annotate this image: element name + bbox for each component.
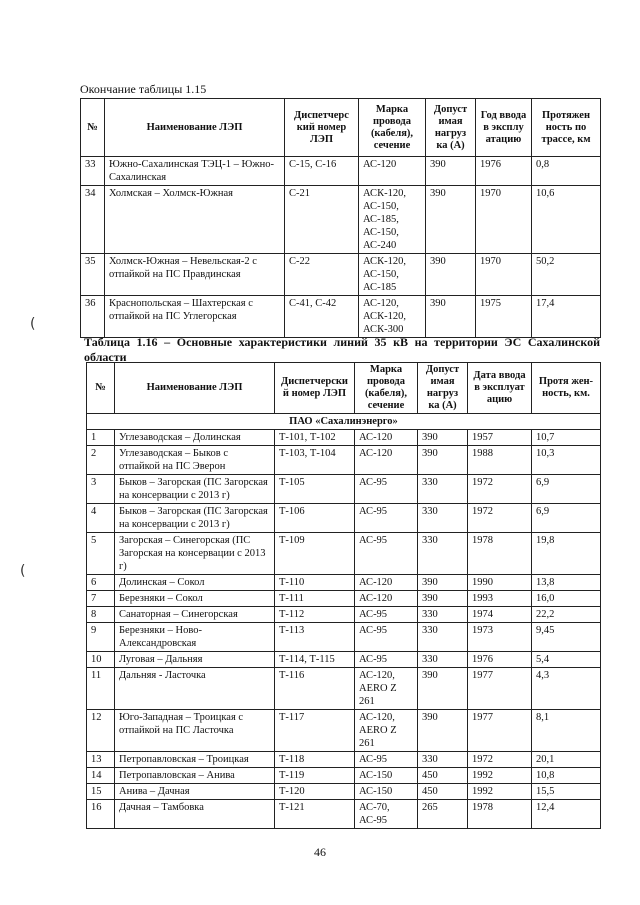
table-cell: 16,0 bbox=[532, 591, 601, 607]
table-cell: Южно-Сахалинская ТЭЦ-1 – Южно-Сахалинская bbox=[105, 157, 285, 186]
table-cell: 5 bbox=[87, 533, 115, 575]
table-cell: 20,1 bbox=[532, 752, 601, 768]
table-cell: 450 bbox=[418, 784, 468, 800]
table-row bbox=[87, 475, 601, 504]
table-cell: 10,8 bbox=[532, 768, 601, 784]
table-cell: Холмская – Холмск-Южная bbox=[105, 186, 285, 254]
table-cell: Т-112 bbox=[275, 607, 355, 623]
table-cell: 1988 bbox=[468, 446, 532, 475]
table-cell: 1957 bbox=[468, 430, 532, 446]
table-cell: 15,5 bbox=[532, 784, 601, 800]
table-cell: 0,8 bbox=[532, 157, 601, 186]
table-cell: Т-117 bbox=[275, 710, 355, 752]
table-cell: АС-120 bbox=[355, 430, 418, 446]
table-caption: Таблица 1.16 – Основные характеристики линий 35 кВ на территории ЭС Сахалинской области bbox=[84, 335, 600, 364]
table-cell: 1970 bbox=[476, 186, 532, 254]
header-cell: Диспетчерс кий номер ЛЭП bbox=[285, 99, 359, 157]
table-cell: Т-113 bbox=[275, 623, 355, 652]
table-row bbox=[87, 652, 601, 668]
table-cell: 390 bbox=[418, 710, 468, 752]
table-cell: Т-120 bbox=[275, 784, 355, 800]
table-cell: Т-109 bbox=[275, 533, 355, 575]
table-cell: 3 bbox=[87, 475, 115, 504]
table-cell: Быков – Загорская (ПС Загорская на консервации с 2013 г) bbox=[115, 475, 275, 504]
table-1-15 bbox=[80, 98, 601, 338]
header-cell: Дата ввода в эксплуат ацию bbox=[468, 363, 532, 414]
table-cell: С-15, С-16 bbox=[285, 157, 359, 186]
table-cell: 1 bbox=[87, 430, 115, 446]
table-cell: 1970 bbox=[476, 254, 532, 296]
header-cell: Протя жен- ность, км. bbox=[532, 363, 601, 414]
header-cell: № bbox=[87, 363, 115, 414]
table-cell: Березняки – Сокол bbox=[115, 591, 275, 607]
table-cell: Дачная – Тамбовка bbox=[115, 800, 275, 829]
table-header-row bbox=[87, 363, 601, 414]
table-cell: 1978 bbox=[468, 800, 532, 829]
table-cell: 13,8 bbox=[532, 575, 601, 591]
table-cell: 16 bbox=[87, 800, 115, 829]
table-cell: Т-111 bbox=[275, 591, 355, 607]
table-cell: Т-103, Т-104 bbox=[275, 446, 355, 475]
table-cell: АС-95 bbox=[355, 752, 418, 768]
table-cell: 390 bbox=[426, 186, 476, 254]
table-cell: 7 bbox=[87, 591, 115, 607]
header-cell: Диспетчерски й номер ЛЭП bbox=[275, 363, 355, 414]
table-cell: 1976 bbox=[476, 157, 532, 186]
table-row bbox=[87, 575, 601, 591]
table-cell: 330 bbox=[418, 623, 468, 652]
table-cell: С-21 bbox=[285, 186, 359, 254]
table-cell: 1993 bbox=[468, 591, 532, 607]
organization-name: ПАО «Сахалинэнерго» bbox=[87, 414, 601, 430]
table-row bbox=[87, 752, 601, 768]
table-cell: С-41, С-42 bbox=[285, 296, 359, 338]
table-cell: АС-120 bbox=[355, 591, 418, 607]
table-cell: 330 bbox=[418, 752, 468, 768]
table-cell: АС-120 bbox=[355, 575, 418, 591]
table-cell: Петропавловская – Троицкая bbox=[115, 752, 275, 768]
table-cell: 22,2 bbox=[532, 607, 601, 623]
header-cell: Марка провода (кабеля), сечение bbox=[359, 99, 426, 157]
table-cell: 2 bbox=[87, 446, 115, 475]
table-cell: 1973 bbox=[468, 623, 532, 652]
table-cell: 390 bbox=[426, 254, 476, 296]
table-cell: 1976 bbox=[468, 652, 532, 668]
table-cell: 450 bbox=[418, 768, 468, 784]
table-cell: 330 bbox=[418, 504, 468, 533]
table-cell: АС-120 bbox=[355, 446, 418, 475]
table-cell: Долинская – Сокол bbox=[115, 575, 275, 591]
continuation-caption: Окончание таблицы 1.15 bbox=[80, 82, 207, 96]
table-cell: Т-106 bbox=[275, 504, 355, 533]
table-cell: 1972 bbox=[468, 504, 532, 533]
header-cell: Наименование ЛЭП bbox=[105, 99, 285, 157]
table-cell: Углезаводская – Быков с отпайкой на ПС Эверон bbox=[115, 446, 275, 475]
table-cell: 5,4 bbox=[532, 652, 601, 668]
table-cell: Березняки – Ново-Александровская bbox=[115, 623, 275, 652]
table-cell: 390 bbox=[426, 157, 476, 186]
table-cell: 36 bbox=[81, 296, 105, 338]
table-cell: 1972 bbox=[468, 475, 532, 504]
table-cell: 6,9 bbox=[532, 504, 601, 533]
table-cell: 19,8 bbox=[532, 533, 601, 575]
table-cell: 33 bbox=[81, 157, 105, 186]
margin-mark: ( bbox=[30, 316, 36, 332]
table-row bbox=[87, 668, 601, 710]
header-cell: Протяжен ность по трассе, км bbox=[532, 99, 601, 157]
table-cell: 1972 bbox=[468, 752, 532, 768]
table-cell: АС-150 bbox=[355, 784, 418, 800]
page-number: 46 bbox=[314, 845, 326, 859]
table-cell: 12 bbox=[87, 710, 115, 752]
table-cell: 34 bbox=[81, 186, 105, 254]
table-cell: 11 bbox=[87, 668, 115, 710]
table-cell: АСК-120, АС-150, АС-185 bbox=[359, 254, 426, 296]
table-cell: Т-105 bbox=[275, 475, 355, 504]
table-cell: АС-95 bbox=[355, 652, 418, 668]
table-cell: Юго-Западная – Троицкая с отпайкой на ПС Ласточка bbox=[115, 710, 275, 752]
table-row bbox=[87, 607, 601, 623]
table-row bbox=[87, 430, 601, 446]
table-cell: 330 bbox=[418, 607, 468, 623]
table-cell: Т-110 bbox=[275, 575, 355, 591]
table-cell: 1974 bbox=[468, 607, 532, 623]
table-row bbox=[87, 446, 601, 475]
table-cell: 390 bbox=[418, 591, 468, 607]
header-cell: Марка провода (кабеля), сечение bbox=[355, 363, 418, 414]
margin-mark: ( bbox=[20, 563, 26, 579]
table-row bbox=[81, 254, 601, 296]
table-cell: Т-114, Т-115 bbox=[275, 652, 355, 668]
table-cell: 1978 bbox=[468, 533, 532, 575]
table-cell: 15 bbox=[87, 784, 115, 800]
table-cell: 6 bbox=[87, 575, 115, 591]
table-cell: 8,1 bbox=[532, 710, 601, 752]
table-cell: 1975 bbox=[476, 296, 532, 338]
table-cell: АС-150 bbox=[355, 768, 418, 784]
table-cell: 10 bbox=[87, 652, 115, 668]
table-cell: 390 bbox=[418, 575, 468, 591]
table-cell: 390 bbox=[418, 668, 468, 710]
table-row bbox=[87, 504, 601, 533]
table-cell: АС-120 bbox=[359, 157, 426, 186]
table-cell: АС-95 bbox=[355, 504, 418, 533]
table-cell: 265 bbox=[418, 800, 468, 829]
table-cell: Дальняя - Ласточка bbox=[115, 668, 275, 710]
table-cell: Загорская – Синегорская (ПС Загорская на консервации с 2013 г) bbox=[115, 533, 275, 575]
table-cell: Санаторная – Синегорская bbox=[115, 607, 275, 623]
header-cell: Допуст имая нагруз ка (А) bbox=[418, 363, 468, 414]
table-row bbox=[81, 157, 601, 186]
table-cell: 10,3 bbox=[532, 446, 601, 475]
table-cell: 390 bbox=[418, 446, 468, 475]
table-cell: 330 bbox=[418, 475, 468, 504]
table-row bbox=[81, 186, 601, 254]
table-cell: 330 bbox=[418, 652, 468, 668]
header-cell: Допуст имая нагруз ка (А) bbox=[426, 99, 476, 157]
table-row bbox=[87, 768, 601, 784]
table-cell: 390 bbox=[418, 430, 468, 446]
table-cell: 10,6 bbox=[532, 186, 601, 254]
table-row bbox=[87, 533, 601, 575]
table-1-16 bbox=[86, 362, 601, 829]
table-cell: АС-120, АСК-120, АСК-300 bbox=[359, 296, 426, 338]
table-cell: 10,7 bbox=[532, 430, 601, 446]
table-cell: Т-116 bbox=[275, 668, 355, 710]
organization-row bbox=[87, 414, 601, 430]
table-cell: 50,2 bbox=[532, 254, 601, 296]
table-cell: Краснопольская – Шахтерская с отпайкой на ПС Углегорская bbox=[105, 296, 285, 338]
table-row bbox=[87, 623, 601, 652]
table-cell: АСК-120, АС-150, АС-185, АС-150, АС-240 bbox=[359, 186, 426, 254]
table-cell: 8 bbox=[87, 607, 115, 623]
table-cell: 6,9 bbox=[532, 475, 601, 504]
table-cell: АС-120, AERO Z 261 bbox=[355, 710, 418, 752]
table-row bbox=[81, 296, 601, 338]
table-cell: АС-95 bbox=[355, 533, 418, 575]
table-cell: 17,4 bbox=[532, 296, 601, 338]
table-cell: 9,45 bbox=[532, 623, 601, 652]
table-cell: 14 bbox=[87, 768, 115, 784]
table-cell: Холмск-Южная – Невельская-2 с отпайкой на ПС Правдинская bbox=[105, 254, 285, 296]
table-cell: АС-120, AERO Z 261 bbox=[355, 668, 418, 710]
table-cell: 12,4 bbox=[532, 800, 601, 829]
table-cell: 1992 bbox=[468, 768, 532, 784]
table-cell: АС-95 bbox=[355, 623, 418, 652]
table-row bbox=[87, 710, 601, 752]
table-cell: 1992 bbox=[468, 784, 532, 800]
table-row bbox=[87, 800, 601, 829]
header-cell: Год ввода в эксплу атацию bbox=[476, 99, 532, 157]
table-cell: Петропавловская – Анива bbox=[115, 768, 275, 784]
header-cell: № bbox=[81, 99, 105, 157]
table-row bbox=[87, 784, 601, 800]
table-cell: Углезаводская – Долинская bbox=[115, 430, 275, 446]
table-cell: Т-119 bbox=[275, 768, 355, 784]
table-cell: 1990 bbox=[468, 575, 532, 591]
table-cell: АС-95 bbox=[355, 475, 418, 504]
table-cell: Т-118 bbox=[275, 752, 355, 768]
table-cell: АС-70, АС-95 bbox=[355, 800, 418, 829]
table-cell: С-22 bbox=[285, 254, 359, 296]
table-cell: 35 bbox=[81, 254, 105, 296]
table-cell: 4,3 bbox=[532, 668, 601, 710]
table-cell: 390 bbox=[426, 296, 476, 338]
table-header-row bbox=[81, 99, 601, 157]
table-cell: 330 bbox=[418, 533, 468, 575]
table-cell: Луговая – Дальняя bbox=[115, 652, 275, 668]
table-cell: АС-95 bbox=[355, 607, 418, 623]
table-cell: Т-101, Т-102 bbox=[275, 430, 355, 446]
table-cell: 1977 bbox=[468, 710, 532, 752]
table-row bbox=[87, 591, 601, 607]
header-cell: Наименование ЛЭП bbox=[115, 363, 275, 414]
table-cell: Быков – Загорская (ПС Загорская на консервации с 2013 г) bbox=[115, 504, 275, 533]
table-cell: 1977 bbox=[468, 668, 532, 710]
table-cell: 9 bbox=[87, 623, 115, 652]
table-cell: 4 bbox=[87, 504, 115, 533]
table-cell: 13 bbox=[87, 752, 115, 768]
table-cell: Анива – Дачная bbox=[115, 784, 275, 800]
table-cell: Т-121 bbox=[275, 800, 355, 829]
